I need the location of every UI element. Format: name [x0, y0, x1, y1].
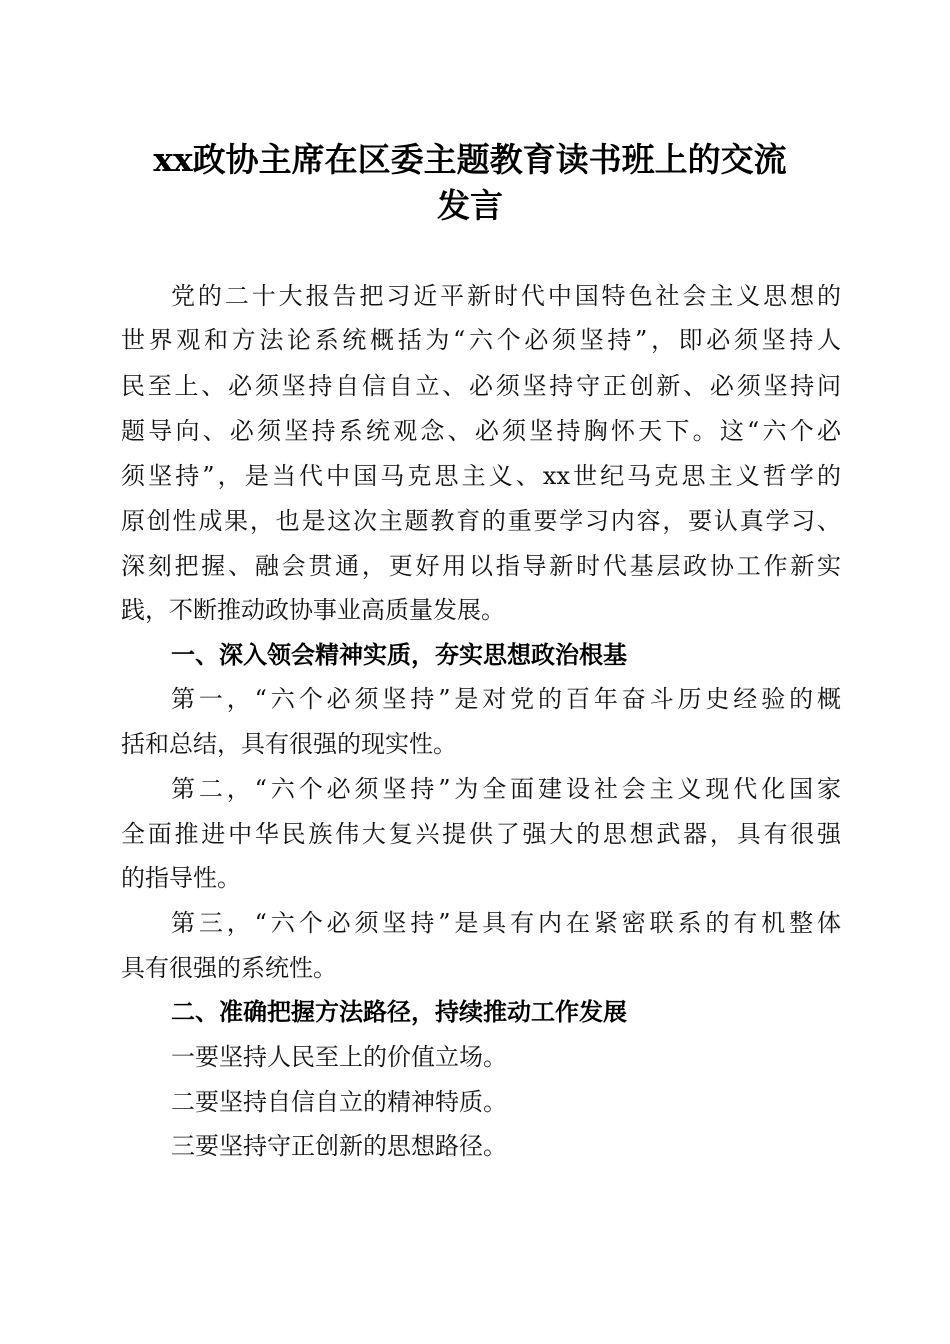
intro-line-7: 深刻把握、融会贯通，更好用以指导新时代基层政协工作新实 [121, 552, 841, 580]
section-1-line-5: 的指导性。 [121, 864, 241, 892]
section-2-line-3: 三要坚持守正创新的思想路径。 [171, 1132, 507, 1160]
section-1-line-7: 具有很强的系统性。 [121, 954, 337, 982]
intro-line-4: 题导向、必须坚持系统观念、必须坚持胸怀天下。这“六个必 [121, 417, 841, 445]
section-1-line-2: 括和总结，具有很强的现实性。 [121, 730, 457, 758]
section-2-line-2: 二要坚持自信自立的精神特质。 [171, 1088, 507, 1116]
section-1-line-6: 第三，“六个必须坚持”是具有内在紧密联系的有机整体 [171, 909, 841, 937]
section-1-line-1: 第一，“六个必须坚持”是对党的百年奋斗历史经验的概 [171, 685, 841, 713]
intro-line-1: 党的二十大报告把习近平新时代中国特色社会主义思想的 [171, 282, 841, 310]
intro-line-2: 世界观和方法论系统概括为“六个必须坚持”，即必须坚持人 [121, 326, 841, 354]
section-2-line-1: 一要坚持人民至上的价值立场。 [171, 1043, 507, 1071]
intro-line-5: 须坚持”，是当代中国马克思主义、xx世纪马克思主义哲学的 [121, 462, 841, 490]
section-2-heading: 二、准确把握方法路径，持续推动工作发展 [171, 998, 627, 1026]
document-title [100, 137, 840, 229]
intro-line-8: 践，不断推动政协事业高质量发展。 [121, 596, 505, 624]
intro-line-3: 民至上、必须坚持自信自立、必须坚持守正创新、必须坚持问 [121, 372, 841, 400]
title-line-1: xx政协主席在区委主题教育读书班上的交流 [153, 140, 787, 179]
title-line-2: 发言 [437, 186, 503, 225]
section-1-line-4: 全面推进中华民族伟大复兴提供了强大的思想武器，具有很强 [121, 820, 841, 848]
section-1-heading: 一、深入领会精神实质，夯实思想政治根基 [171, 641, 627, 669]
intro-line-6: 原创性成果，也是这次主题教育的重要学习内容，要认真学习、 [121, 507, 841, 535]
section-1-line-3: 第二，“六个必须坚持”为全面建设社会主义现代化国家 [171, 775, 841, 803]
